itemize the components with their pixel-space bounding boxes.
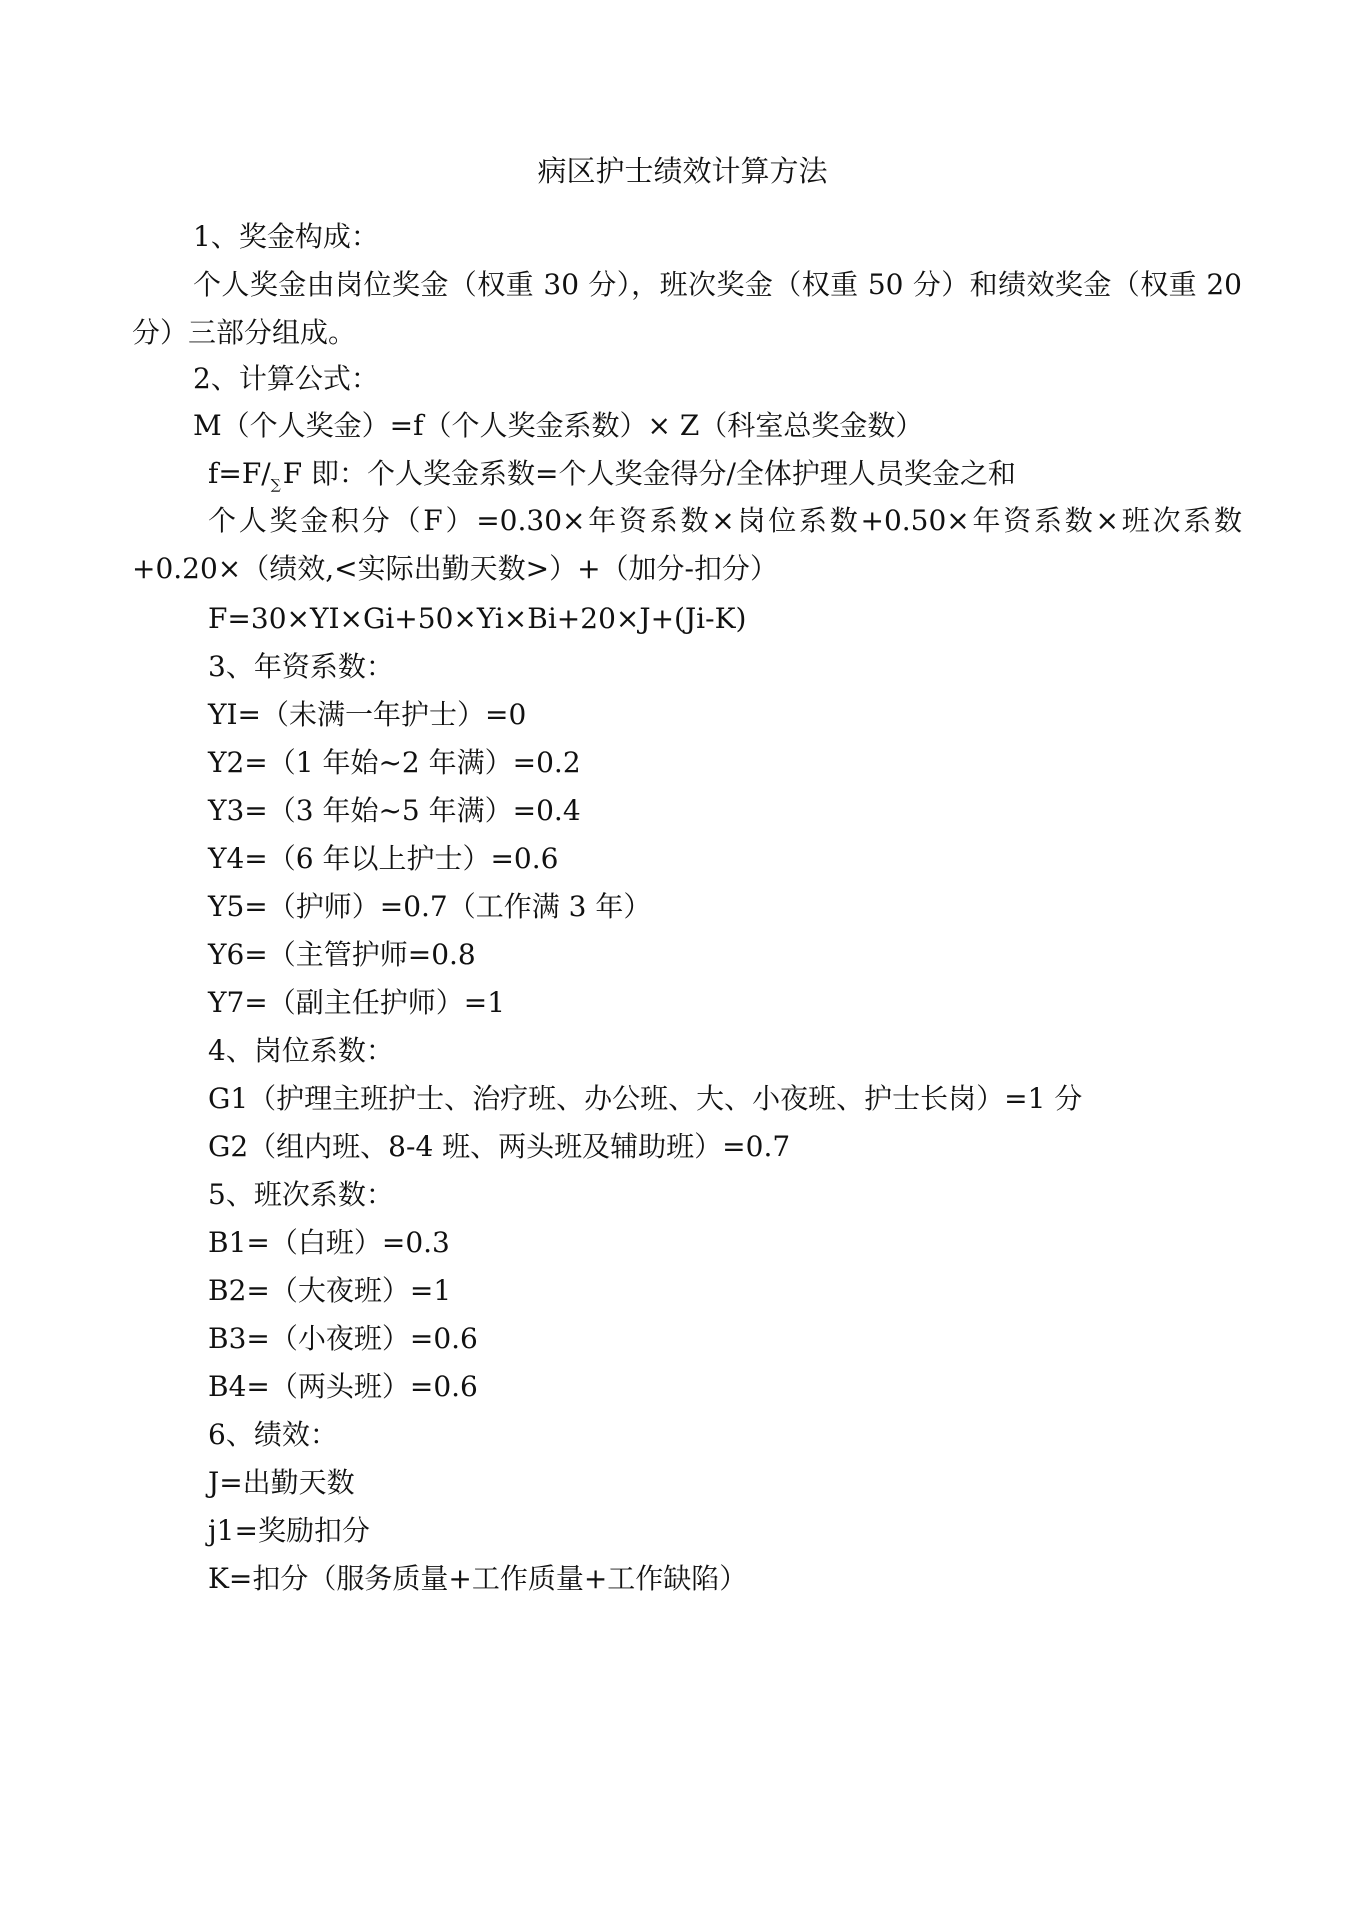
document-title: 病区护士绩效计算方法 bbox=[537, 154, 828, 188]
formula-score: 个人奖金积分（F）=0.30×年资系数×岗位系数+0.50×年资系数×班次系数+0.20×（绩效,<实际出勤天数>）+（加分-扣分） bbox=[132, 504, 1242, 585]
section1-text: 个人奖金由岗位奖金（权重 30 分），班次奖金（权重 50 分）和绩效奖金（权重 20 分）三部分组成。 bbox=[132, 268, 1242, 349]
section2-heading: 2、计算公式： bbox=[193, 362, 379, 395]
section1-heading: 1、奖金构成： bbox=[193, 220, 379, 253]
section6-heading: 6、绩效： bbox=[208, 1418, 338, 1451]
seniority-item: Y3=（3 年始~5 年满）=0.4 bbox=[208, 794, 581, 827]
shift-item: B1=（白班）=0.3 bbox=[208, 1226, 450, 1259]
shift-item: B4=（两头班）=0.6 bbox=[208, 1370, 478, 1403]
sum-symbol: ∑ bbox=[270, 477, 281, 493]
shift-item: B3=（小夜班）=0.6 bbox=[208, 1322, 478, 1355]
seniority-item: Y2=（1 年始~2 年满）=0.2 bbox=[208, 746, 581, 779]
shift-item: B2=（大夜班）=1 bbox=[208, 1274, 452, 1307]
position-item: G1（护理主班护士、治疗班、办公班、大、小夜班、护士长岗）=1 分 bbox=[208, 1082, 1083, 1115]
formula-m: M（个人奖金）=f（个人奖金系数）× Z（科室总奖金数） bbox=[193, 409, 924, 442]
section4-heading: 4、岗位系数： bbox=[208, 1034, 394, 1067]
seniority-item: Y4=（6 年以上护士）=0.6 bbox=[208, 842, 559, 875]
seniority-item: YI=（未满一年护士）=0 bbox=[208, 698, 527, 731]
section3-heading: 3、年资系数： bbox=[208, 650, 394, 683]
seniority-item: Y5=（护师）=0.7（工作满 3 年） bbox=[208, 890, 652, 923]
formula-F: F=30×YI×Gi+50×Yi×Bi+20×J+(Ji-K) bbox=[208, 602, 747, 635]
performance-item: j1=奖励扣分 bbox=[208, 1514, 370, 1547]
performance-item: J=出勤天数 bbox=[208, 1466, 355, 1499]
position-item: G2（组内班、8-4 班、两头班及辅助班）=0.7 bbox=[208, 1130, 791, 1163]
seniority-item: Y6=（主管护师=0.8 bbox=[208, 938, 476, 971]
formula-f-prefix: f=F/ bbox=[208, 457, 271, 490]
performance-item: K=扣分（服务质量+工作质量+工作缺陷） bbox=[208, 1562, 748, 1595]
section5-heading: 5、班次系数： bbox=[208, 1178, 394, 1211]
seniority-item: Y7=（副主任护师）=1 bbox=[208, 986, 506, 1019]
formula-f-suffix: F 即：个人奖金系数=个人奖金得分/全体护理人员奖金之和 bbox=[282, 457, 1016, 490]
